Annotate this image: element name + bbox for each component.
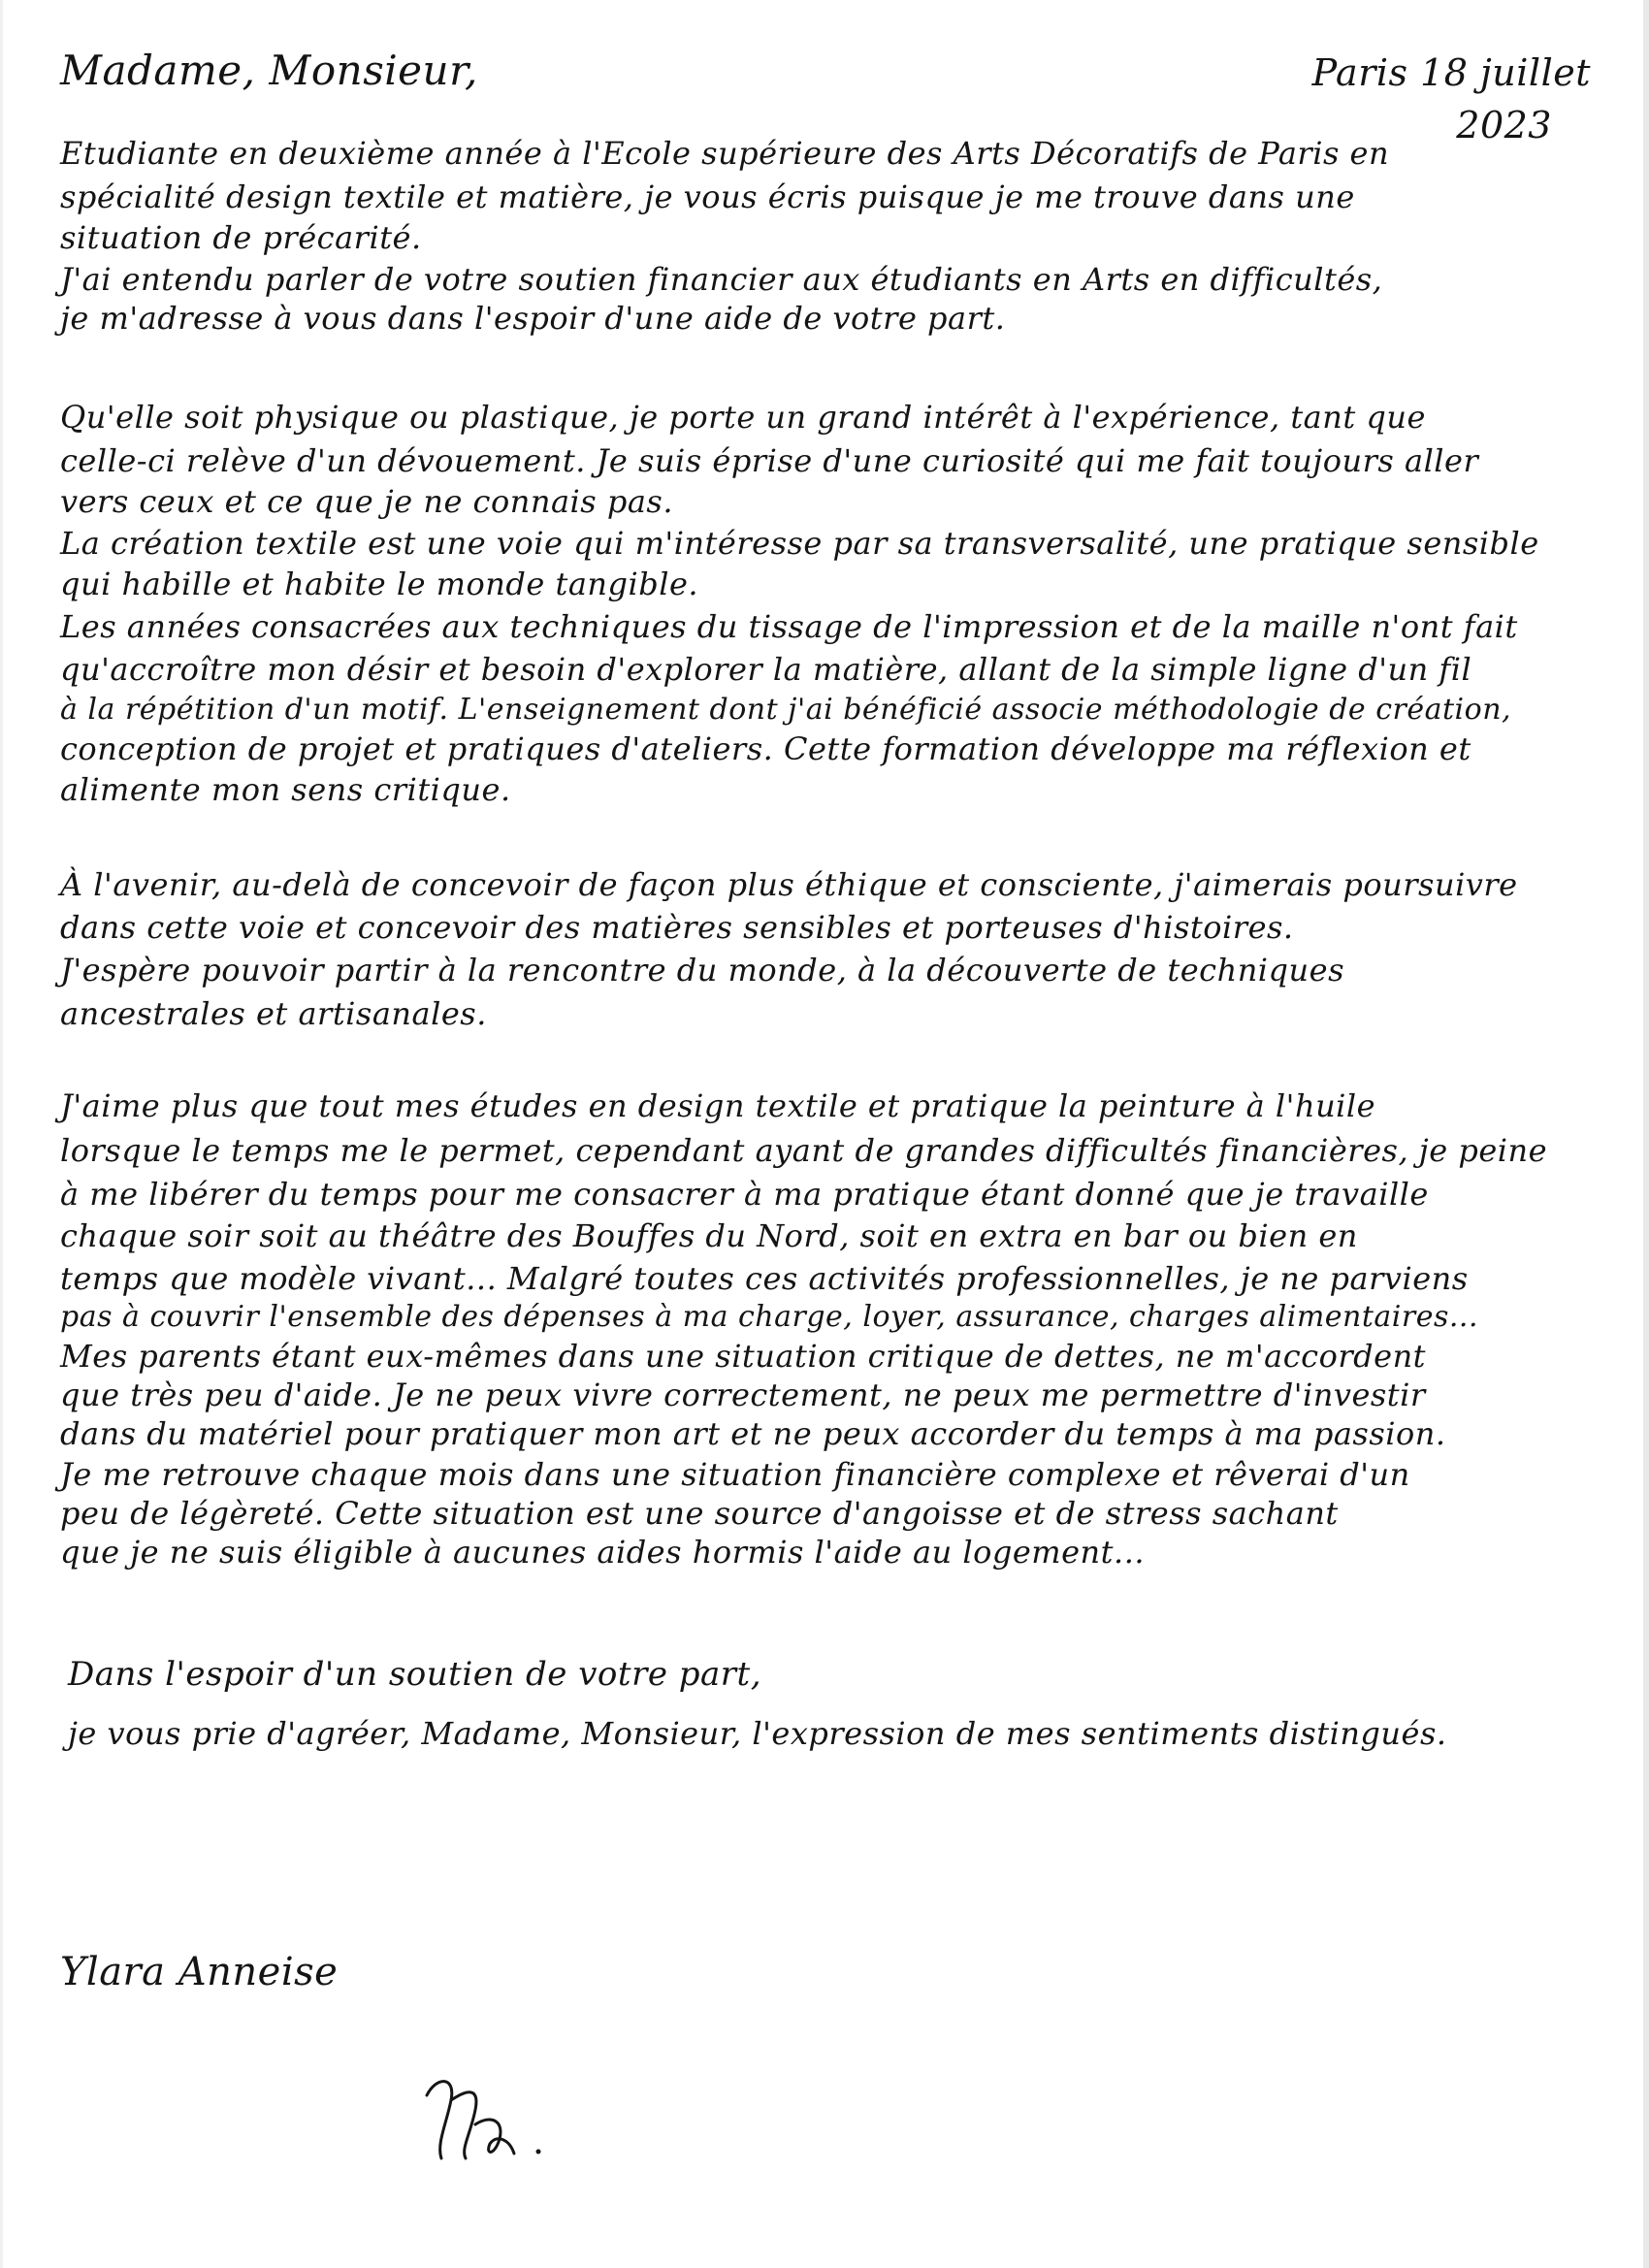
body-line: lorsque le temps me le permet, cependant ayant de grandes difficultés financières, je peine [60,1132,1548,1169]
body-line: alimente mon sens critique. [60,771,511,808]
body-line: À l'avenir, au-delà de concevoir de façon plus éthique et consciente, j'aimerais poursuivre [60,866,1518,903]
body-line: à la répétition d'un motif. L'enseignement dont j'ai bénéficié associe méthodologie de création, [60,693,1512,727]
body-line: Les années consacrées aux techniques du tissage de l'impression et de la maille n'ont fait [60,608,1518,645]
body-line: qu'accroître mon désir et besoin d'explorer la matière, allant de la simple ligne d'un fil [60,651,1472,688]
body-line: celle-ci relève d'un dévouement. Je suis éprise d'une curiosité qui me fait toujours aller [60,442,1479,479]
body-line: spécialité design textile et matière, je vous écris puisque je me trouve dans une [60,178,1355,215]
body-line: Mes parents étant eux-mêmes dans une situation critique de dettes, ne m'accordent [60,1338,1427,1375]
body-line: que très peu d'aide. Je ne peux vivre correctement, ne peux me permettre d'investir [60,1377,1426,1413]
body-line: vers ceux et ce que je ne connais pas. [60,483,674,520]
body-line: J'aime plus que tout mes études en design textile et pratique la peinture à l'huile [60,1087,1376,1124]
body-line: ancestrales et artisanales. [60,995,487,1032]
body-line: dans cette voie et concevoir des matières sensibles et porteuses d'histoires. [60,909,1294,946]
body-line: Qu'elle soit physique ou plastique, je porte un grand intérêt à l'expérience, tant que [60,399,1426,436]
closing-line: je vous prie d'agréer, Madame, Monsieur, l'expression de mes sentiments distingués. [68,1715,1447,1752]
body-line: temps que modèle vivant... Malgré toutes ces activités professionnelles, je ne parviens [60,1260,1469,1297]
body-line: situation de précarité. [60,219,422,256]
year: 2023 [1456,104,1552,146]
body-line: La création textile est une voie qui m'intéresse par sa transversalité, une pratique sensible [60,525,1539,562]
body-line: conception de projet et pratiques d'ateliers. Cette formation développe ma réflexion et [60,730,1471,767]
body-line: qui habille et habite le monde tangible. [60,566,699,602]
body-line: je m'adresse à vous dans l'espoir d'une aide de votre part. [60,300,1006,337]
handwritten-signature [407,2066,563,2163]
place-date-line: Paris 18 juillet [1311,51,1591,94]
body-line: pas à couvrir l'ensemble des dépenses à ma charge, loyer, assurance, charges alimentaires... [60,1300,1478,1334]
signer-name: Ylara Anneise [60,1950,339,1994]
body-line: dans du matériel pour pratiquer mon art et ne peux accorder du temps à ma passion. [60,1415,1446,1452]
body-line: peu de légèreté. Cette situation est une source d'angoisse et de stress sachant [60,1495,1339,1532]
body-line: J'ai entendu parler de votre soutien financier aux étudiants en Arts en difficultés, [60,261,1383,298]
body-line: que je ne suis éligible à aucunes aides hormis l'aide au logement... [60,1534,1146,1571]
body-line: Etudiante en deuxième année à l'Ecole supérieure des Arts Décoratifs de Paris en [60,135,1390,172]
body-line: Je me retrouve chaque mois dans une situation financière complexe et rêverai d'un [60,1456,1410,1493]
closing-line: Dans l'espoir d'un soutien de votre part, [68,1655,762,1694]
salutation: Madame, Monsieur, [60,47,478,94]
body-line: chaque soir soit au théâtre des Bouffes du Nord, soit en extra en bar ou bien en [60,1217,1358,1254]
body-line: à me libérer du temps pour me consacrer à ma pratique étant donné que je travaille [60,1176,1429,1213]
body-line: J'espère pouvoir partir à la rencontre du monde, à la découverte de techniques [60,952,1344,988]
